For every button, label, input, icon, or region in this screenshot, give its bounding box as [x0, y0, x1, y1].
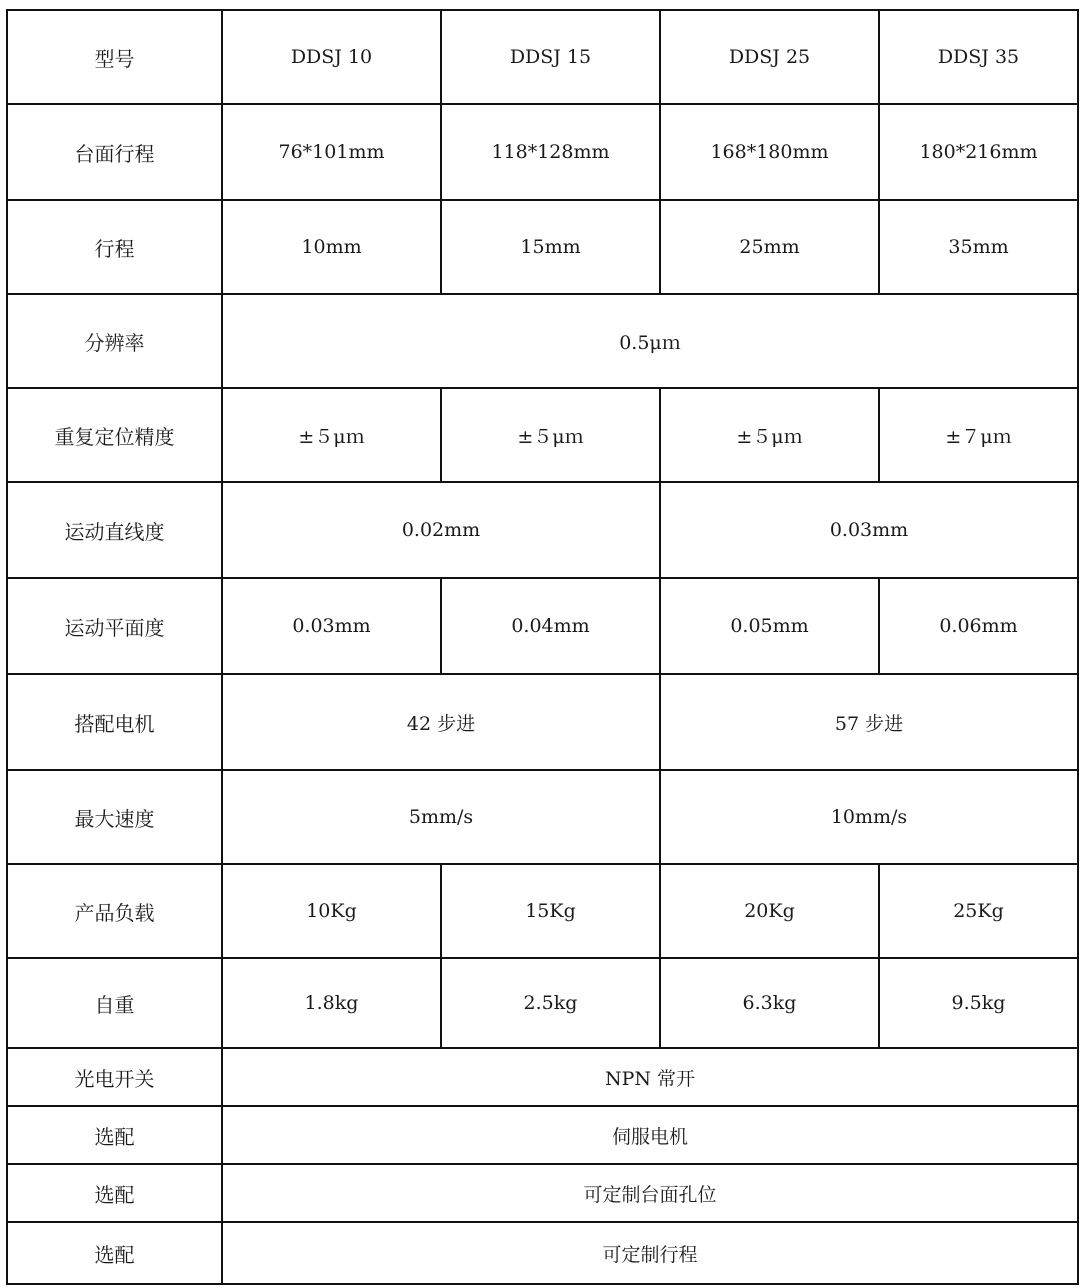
cell-value: 0.03mm	[222, 578, 441, 674]
row-weight	[7, 958, 1078, 1048]
cell-value: 168*180mm	[660, 104, 879, 200]
row-label: 产品负载	[7, 864, 222, 958]
cell-value: 180*216mm	[879, 104, 1078, 200]
cell-value: 可定制台面孔位	[222, 1164, 1078, 1222]
cell-value: ±５μｍ	[441, 388, 660, 482]
cell-value: 57 步进	[660, 674, 1078, 770]
cell-value: ±７μｍ	[879, 388, 1078, 482]
row-flatness	[7, 578, 1078, 674]
cell-value: 118*128mm	[441, 104, 660, 200]
row-model	[7, 10, 1078, 104]
spec-table	[6, 9, 1079, 1285]
cell-value: 42 步进	[222, 674, 660, 770]
cell-value: 35mm	[879, 200, 1078, 294]
row-option-stroke	[7, 1222, 1078, 1284]
cell-value: ±５μｍ	[222, 388, 441, 482]
cell-value: 76*101mm	[222, 104, 441, 200]
row-label: 搭配电机	[7, 674, 222, 770]
cell-value: 10Kg	[222, 864, 441, 958]
row-load	[7, 864, 1078, 958]
cell-value: DDSJ 25	[660, 10, 879, 104]
row-label: 分辨率	[7, 294, 222, 388]
row-label: 台面行程	[7, 104, 222, 200]
row-label: 选配	[7, 1106, 222, 1164]
cell-value: NPN 常开	[222, 1048, 1078, 1106]
cell-value: 0.5μｍ	[222, 294, 1078, 388]
cell-value: 20Kg	[660, 864, 879, 958]
cell-value: 25Kg	[879, 864, 1078, 958]
cell-value: 10mm/s	[660, 770, 1078, 864]
cell-value: 0.05mm	[660, 578, 879, 674]
cell-value: DDSJ 15	[441, 10, 660, 104]
row-repeatability	[7, 388, 1078, 482]
row-stroke	[7, 200, 1078, 294]
row-resolution	[7, 294, 1078, 388]
row-motor	[7, 674, 1078, 770]
cell-value: 0.02mm	[222, 482, 660, 578]
row-label: 光电开关	[7, 1048, 222, 1106]
cell-value: 伺服电机	[222, 1106, 1078, 1164]
row-straightness	[7, 482, 1078, 578]
cell-value: 10mm	[222, 200, 441, 294]
row-label: 运动平面度	[7, 578, 222, 674]
row-label: 型号	[7, 10, 222, 104]
cell-value: DDSJ 35	[879, 10, 1078, 104]
row-label: 选配	[7, 1222, 222, 1284]
cell-value: 0.03mm	[660, 482, 1078, 578]
cell-value: 可定制行程	[222, 1222, 1078, 1284]
row-table-travel	[7, 104, 1078, 200]
row-option-holes	[7, 1164, 1078, 1222]
row-max-speed	[7, 770, 1078, 864]
cell-value: 2.5kg	[441, 958, 660, 1048]
cell-value: ±５μｍ	[660, 388, 879, 482]
cell-value: 5mm/s	[222, 770, 660, 864]
row-label: 行程	[7, 200, 222, 294]
cell-value: 15mm	[441, 200, 660, 294]
row-photo-switch	[7, 1048, 1078, 1106]
row-option-servo	[7, 1106, 1078, 1164]
row-label: 自重	[7, 958, 222, 1048]
cell-value: 0.04mm	[441, 578, 660, 674]
cell-value: 1.8kg	[222, 958, 441, 1048]
row-label: 选配	[7, 1164, 222, 1222]
cell-value: 15Kg	[441, 864, 660, 958]
cell-value: 6.3kg	[660, 958, 879, 1048]
cell-value: 25mm	[660, 200, 879, 294]
cell-value: 0.06mm	[879, 578, 1078, 674]
cell-value: 9.5kg	[879, 958, 1078, 1048]
row-label: 重复定位精度	[7, 388, 222, 482]
row-label: 运动直线度	[7, 482, 222, 578]
row-label: 最大速度	[7, 770, 222, 864]
cell-value: DDSJ 10	[222, 10, 441, 104]
